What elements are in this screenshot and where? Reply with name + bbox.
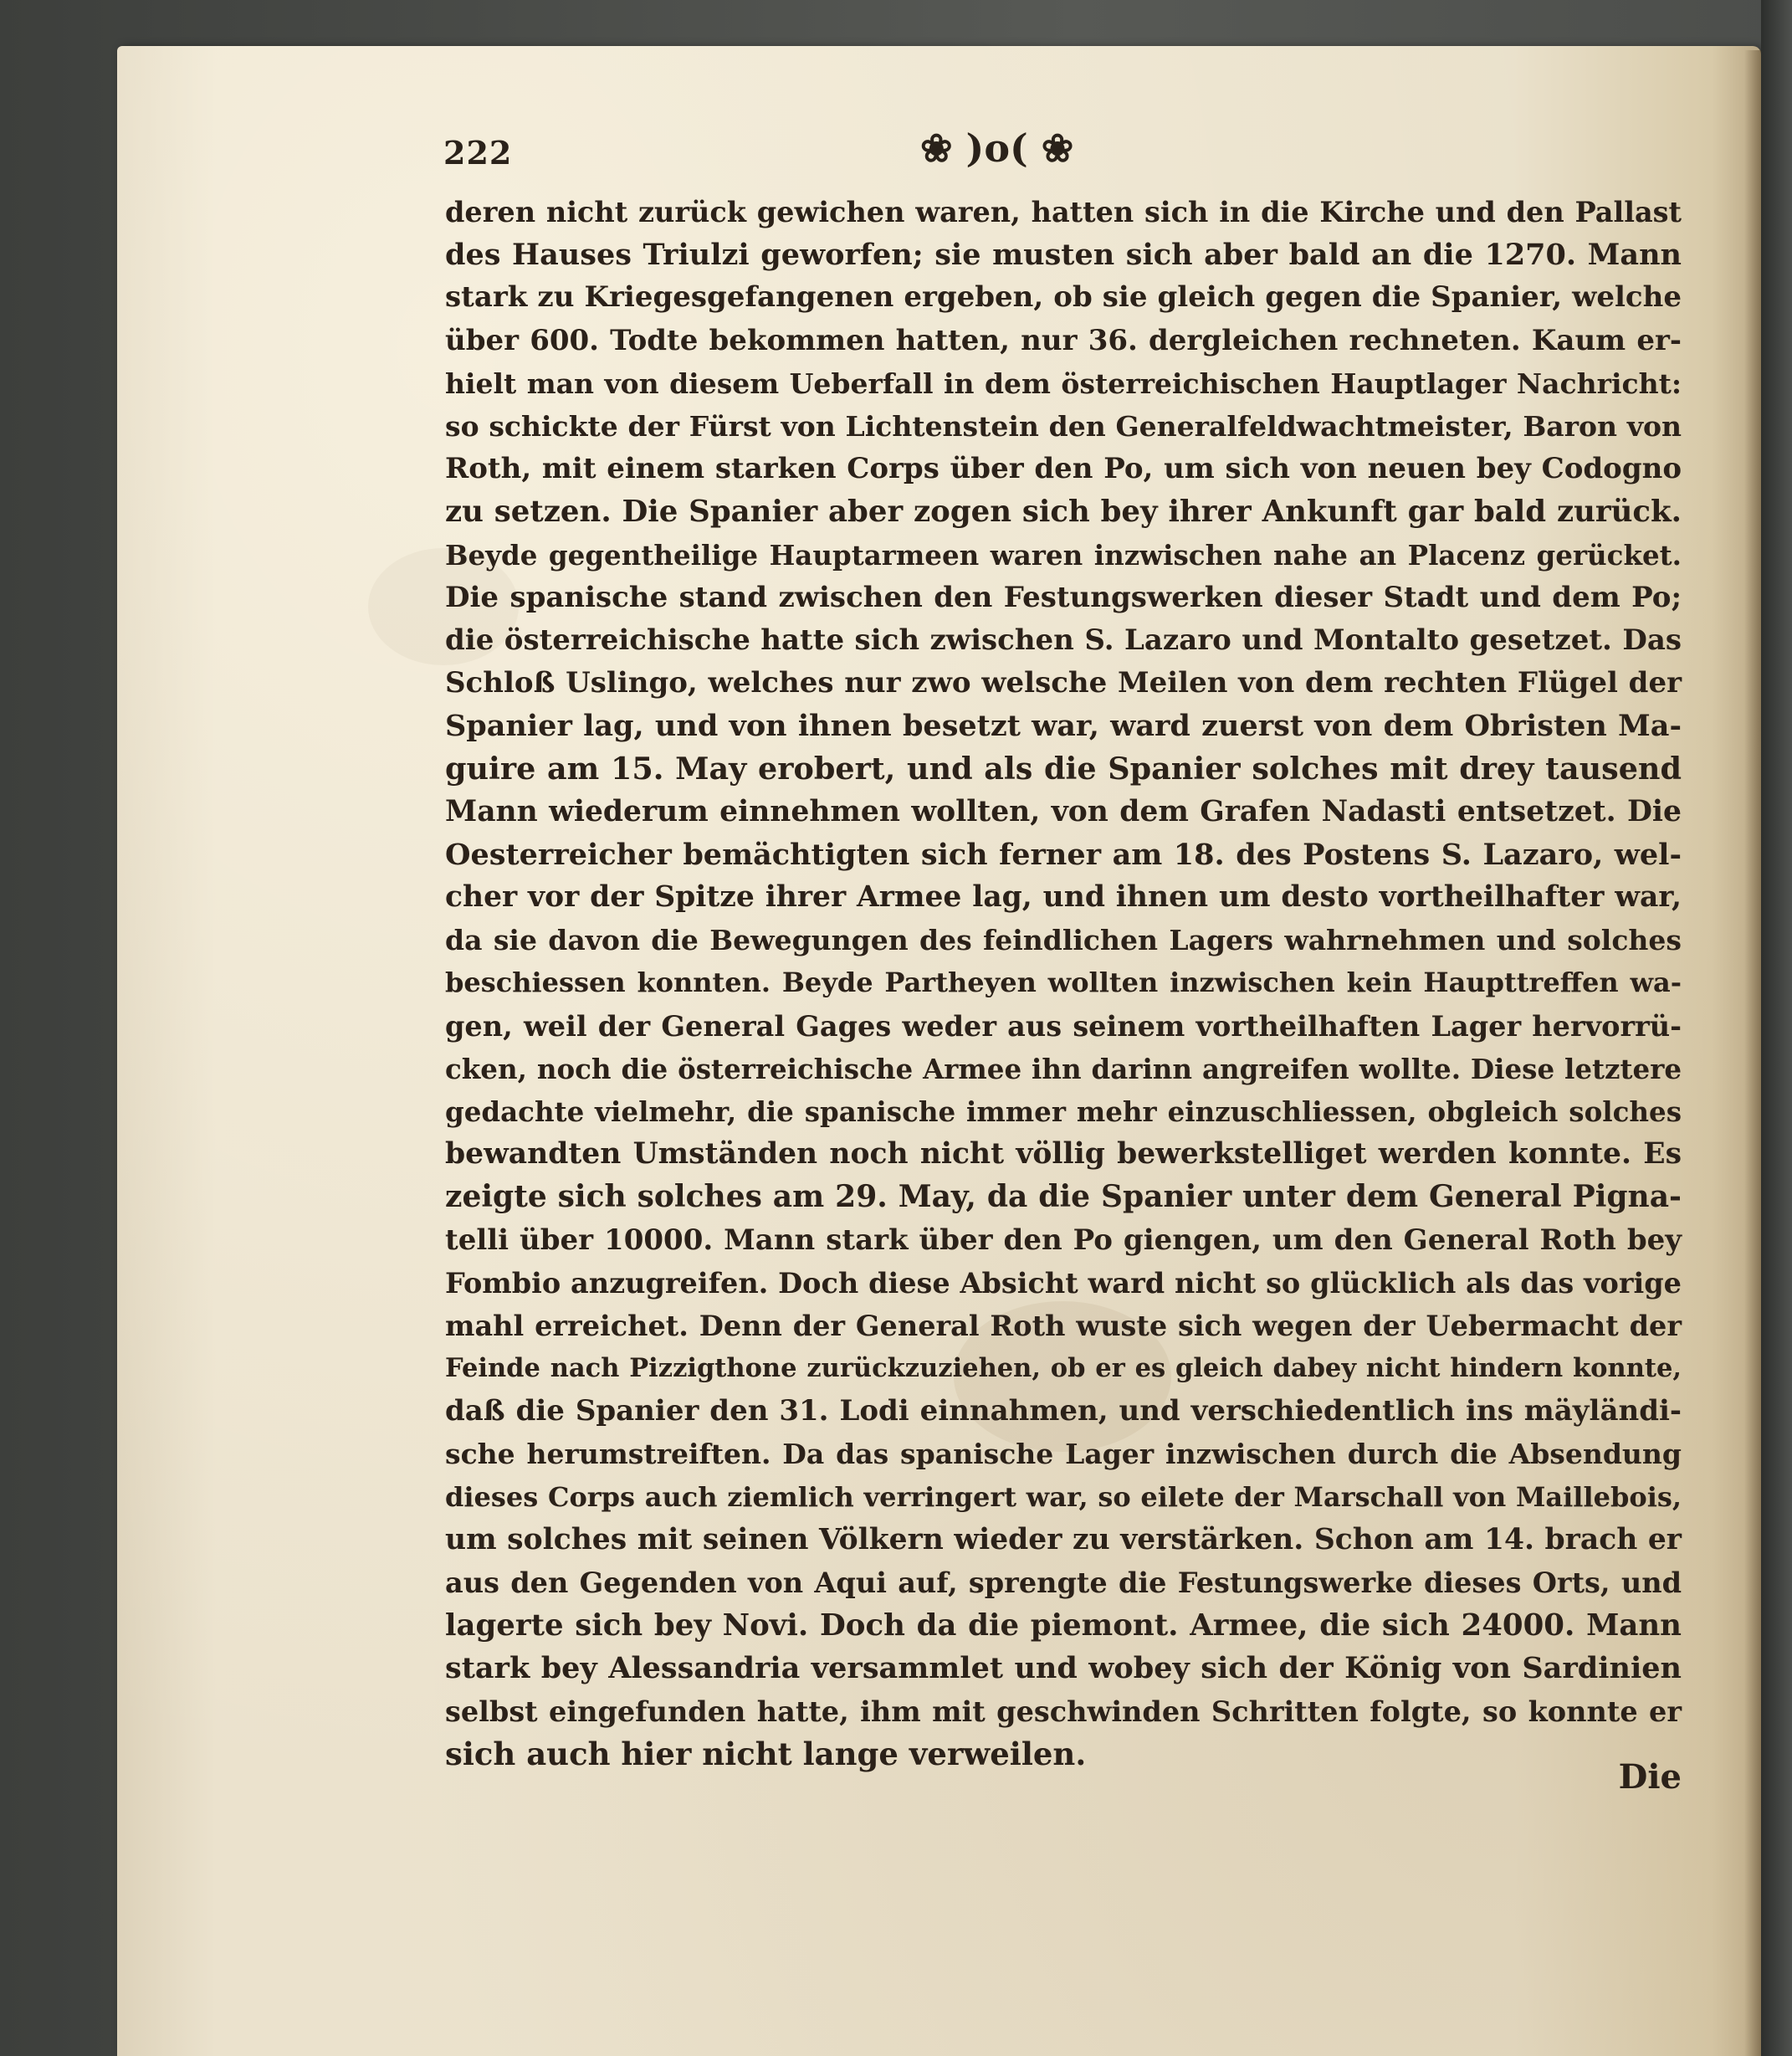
text-line: da sie davon die Bewegungen des feindlichen Lagers wahrnehmen und solches — [445, 924, 1682, 957]
text-line: selbst eingefunden hatte, ihm mit geschwinden Schritten folgte, so konnte er — [445, 1695, 1682, 1728]
text-line: lagerte sich bey Novi. Doch da die piemont. Armee, die sich 24000. Mann — [445, 1608, 1682, 1643]
text-line: gedachte vielmehr, die spanische immer mehr einzuschliessen, obgleich solches — [445, 1095, 1682, 1128]
text-line: daß die Spanier den 31. Lodi einnahmen, und verschiedentlich ins mäyländi- — [445, 1394, 1682, 1428]
text-line: um solches mit seinen Völkern wieder zu verstärken. Schon am 14. brach er — [445, 1522, 1682, 1556]
text-line: zu setzen. Die Spanier aber zogen sich bey ihrer Ankunft gar bald zurück. — [445, 495, 1682, 530]
body-text — [445, 191, 1682, 1776]
catchword: Die — [1618, 1757, 1682, 1797]
text-line: telli über 10000. Mann stark über den Po giengen, um den General Roth bey — [445, 1223, 1682, 1257]
text-line: stark zu Kriegesgefangenen ergeben, ob sie gleich gegen die Spanier, welche — [445, 280, 1682, 315]
text-line: Schloß Uslingo, welches nur zwo welsche Meilen von dem rechten Flügel der — [445, 666, 1682, 700]
text-line: Oesterreicher bemächtigten sich ferner am 18. des Postens S. Lazaro, wel- — [445, 837, 1682, 872]
text-line: sich auch hier nicht lange verweilen. — [445, 1735, 1087, 1772]
text-line: aus den Gegenden von Aqui auf, sprengte die Festungswerke dieses Orts, und — [445, 1566, 1682, 1599]
text-line: bewandten Umständen noch nicht völlig bewerkstelliget werden konnte. Es — [445, 1137, 1682, 1172]
text-line: des Hauses Triulzi geworfen; sie musten sich aber bald an die 1270. Mann — [445, 238, 1682, 273]
text-line: Fombio anzugreifen. Doch diese Absicht ward nicht so glücklich als das vorige — [445, 1266, 1682, 1300]
text-line: über 600. Todte bekommen hatten, nur 36. dergleichen rechneten. Kaum er- — [445, 323, 1682, 357]
text-line: die österreichische hatte sich zwischen S. Lazaro und Montalto gesetzet. Das — [445, 623, 1682, 657]
text-line: mahl erreichet. Denn der General Roth wuste sich wegen der Uebermacht der — [445, 1309, 1682, 1342]
text-line: hielt man von diesem Ueberfall in dem österreichischen Hauptlager Nachricht: — [445, 367, 1682, 400]
text-line: zeigte sich solches am 29. May, da die Spanier unter dem General Pigna- — [445, 1179, 1682, 1215]
text-line: Roth, mit einem starken Corps über den Po, um sich von neuen bey Codogno — [445, 452, 1682, 486]
page-number: 222 — [443, 134, 513, 172]
page-gutter-shadow — [1744, 50, 1761, 2056]
text-line: Feinde nach Pizzigthone zurückzuziehen, ob er es gleich dabey nicht hindern konnte, — [445, 1353, 1682, 1384]
text-line: dieses Corps auch ziemlich verringert war, so eilete der Marschall von Maillebois, — [445, 1480, 1682, 1513]
text-line: gen, weil der General Gages weder aus seinem vortheilhaften Lager hervorrü- — [445, 1009, 1682, 1043]
text-line: so schickte der Fürst von Lichtenstein den Generalfeldwachtmeister, Baron von — [445, 409, 1682, 443]
text-line: guire am 15. May erobert, und als die Spanier solches mit drey tausend — [445, 751, 1682, 787]
text-line: Spanier lag, und von ihnen besetzt war, ward zuerst von dem Obristen Ma- — [445, 709, 1682, 744]
text-line: Mann wiederum einnehmen wollten, von dem Grafen Nadasti entsetzet. Die — [445, 794, 1682, 828]
book-edge — [1761, 0, 1792, 2056]
running-head-ornament: ❀ )o( ❀ — [920, 126, 1074, 171]
text-line: cher vor der Spitze ihrer Armee lag, und ihnen um desto vortheilhafter war, — [445, 880, 1682, 914]
text-line: Beyde gegentheilige Hauptarmeen waren inzwischen nahe an Placenz gerücket. — [445, 538, 1682, 572]
text-line: cken, noch die österreichische Armee ihn darinn angreifen wollte. Diese letztere — [445, 1052, 1682, 1085]
text-line: Die spanische stand zwischen den Festungswerken dieser Stadt und dem Po; — [445, 580, 1682, 614]
text-line: deren nicht zurück gewichen waren, hatten sich in die Kirche und den Pallast — [445, 196, 1682, 228]
text-line: sche herumstreiften. Da das spanische Lager inzwischen durch die Absendung — [445, 1438, 1682, 1471]
text-line: beschiessen konnten. Beyde Partheyen wollten inzwischen kein Haupttreffen wa- — [445, 966, 1682, 999]
page-header — [443, 126, 1682, 184]
text-line: stark bey Alessandria versammlet und wobey sich der König von Sardinien — [445, 1651, 1682, 1686]
